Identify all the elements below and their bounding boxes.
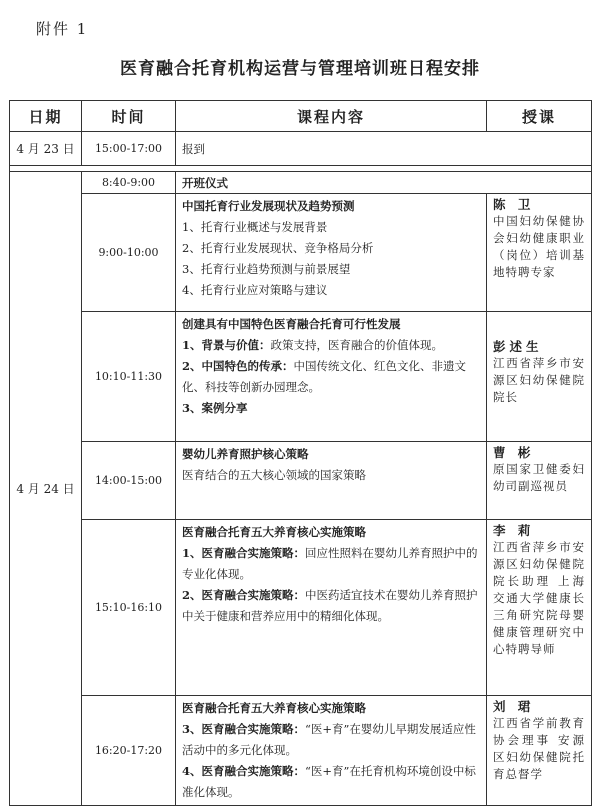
course-title: 中国托育行业发展现状及趋势预测	[182, 199, 355, 213]
teacher-cell	[487, 194, 592, 312]
document-title: 医育融合托育机构运营与管理培训班日程安排	[120, 59, 480, 79]
attachment-label: 附件 1	[36, 20, 89, 38]
teacher-name: 曹 彬	[493, 445, 535, 460]
course-title: 医育融合托育五大养育核心实施策略	[182, 525, 366, 539]
teacher-desc: 中国妇幼保健协会妇幼健康职业（岗位）培训基地特聘专家	[493, 214, 585, 279]
time-cell: 8:40-9:00	[82, 172, 176, 194]
course-line: 2、医育融合实施策略：中医药适宜技术在婴幼儿养育照护中关于健康和营养应用中的精细化体现。	[182, 588, 478, 623]
teacher-desc: 江西省萍乡市安源区妇幼保健院院长助理 上海交通大学健康长三角研究院母婴健康管理研究中心特聘导师	[493, 540, 585, 656]
time-cell: 10:10-11:30	[82, 312, 176, 442]
table-row	[10, 696, 592, 806]
table-header-row	[10, 101, 592, 132]
time-cell: 15:10-16:10	[82, 520, 176, 696]
teacher-desc: 原国家卫健委妇幼司副巡视员	[493, 462, 585, 493]
date-cell: 4 月 24 日	[10, 172, 82, 806]
course-line: 4、医育融合实施策略：“医+育”在托育机构环境创设中标准化体现。	[182, 764, 476, 799]
course-line: 1、托育行业概述与发展背景	[182, 220, 328, 234]
course-title: 创建具有中国特色医育融合托育可行性发展	[182, 317, 401, 331]
course-title: 婴幼儿养育照护核心策略	[182, 447, 309, 461]
table-row	[10, 520, 592, 696]
course-cell	[176, 132, 592, 166]
course-line: 1、背景与价值：政策支持，医育融合的价值体现。	[182, 338, 444, 352]
schedule-table	[9, 100, 592, 806]
course-cell	[176, 696, 487, 806]
teacher-cell	[487, 442, 592, 520]
course-title: 开班仪式	[182, 176, 228, 190]
table-row	[10, 312, 592, 442]
teacher-desc: 江西省学前教育协会理事 安源区妇幼保健院托育总督学	[493, 716, 585, 781]
course-line: 3、托育行业趋势预测与前景展望	[182, 262, 351, 276]
header-time: 时间	[82, 101, 176, 132]
course-cell	[176, 194, 487, 312]
header-teacher: 授课	[487, 101, 592, 132]
teacher-name: 刘 珺	[493, 699, 535, 714]
time-cell: 14:00-15:00	[82, 442, 176, 520]
header-date: 日期	[10, 101, 82, 132]
course-title: 医育融合托育五大养育核心实施策略	[182, 701, 366, 715]
course-cell	[176, 442, 487, 520]
course-title: 报到	[182, 141, 205, 156]
course-line: 2、托育行业发展现状、竞争格局分析	[182, 241, 374, 255]
teacher-cell	[487, 696, 592, 806]
time-cell: 16:20-17:20	[82, 696, 176, 806]
course-line: 4、托育行业应对策略与建议	[182, 283, 328, 297]
header-content: 课程内容	[176, 101, 487, 132]
teacher-name: 陈 卫	[493, 197, 535, 212]
course-line: 3、案例分享	[182, 401, 248, 415]
course-line: 医育结合的五大核心领域的国家策略	[182, 468, 366, 482]
time-cell: 9:00-10:00	[82, 194, 176, 312]
teacher-name: 李 莉	[493, 523, 535, 538]
teacher-cell	[487, 520, 592, 696]
course-cell	[176, 312, 487, 442]
date-cell: 4 月 23 日	[10, 132, 82, 166]
table-row	[10, 172, 592, 194]
course-line: 2、中国特色的传承：中国传统文化、红色文化、非遗文化、科技等创新办园理念。	[182, 359, 467, 394]
table-row	[10, 442, 592, 520]
teacher-cell	[487, 312, 592, 442]
teacher-desc: 江西省萍乡市安源区妇幼保健院院长	[493, 356, 585, 404]
table-row	[10, 132, 592, 166]
time-cell: 15:00-17:00	[82, 132, 176, 166]
table-row	[10, 194, 592, 312]
course-line: 1、医育融合实施策略：回应性照料在婴幼儿养育照护中的专业化体现。	[182, 546, 478, 581]
course-cell	[176, 520, 487, 696]
course-cell	[176, 172, 592, 194]
teacher-name: 彭述生	[493, 339, 543, 354]
course-line: 3、医育融合实施策略：“医+育”在婴幼儿早期发展适应性活动中的多元化体现。	[182, 722, 476, 757]
